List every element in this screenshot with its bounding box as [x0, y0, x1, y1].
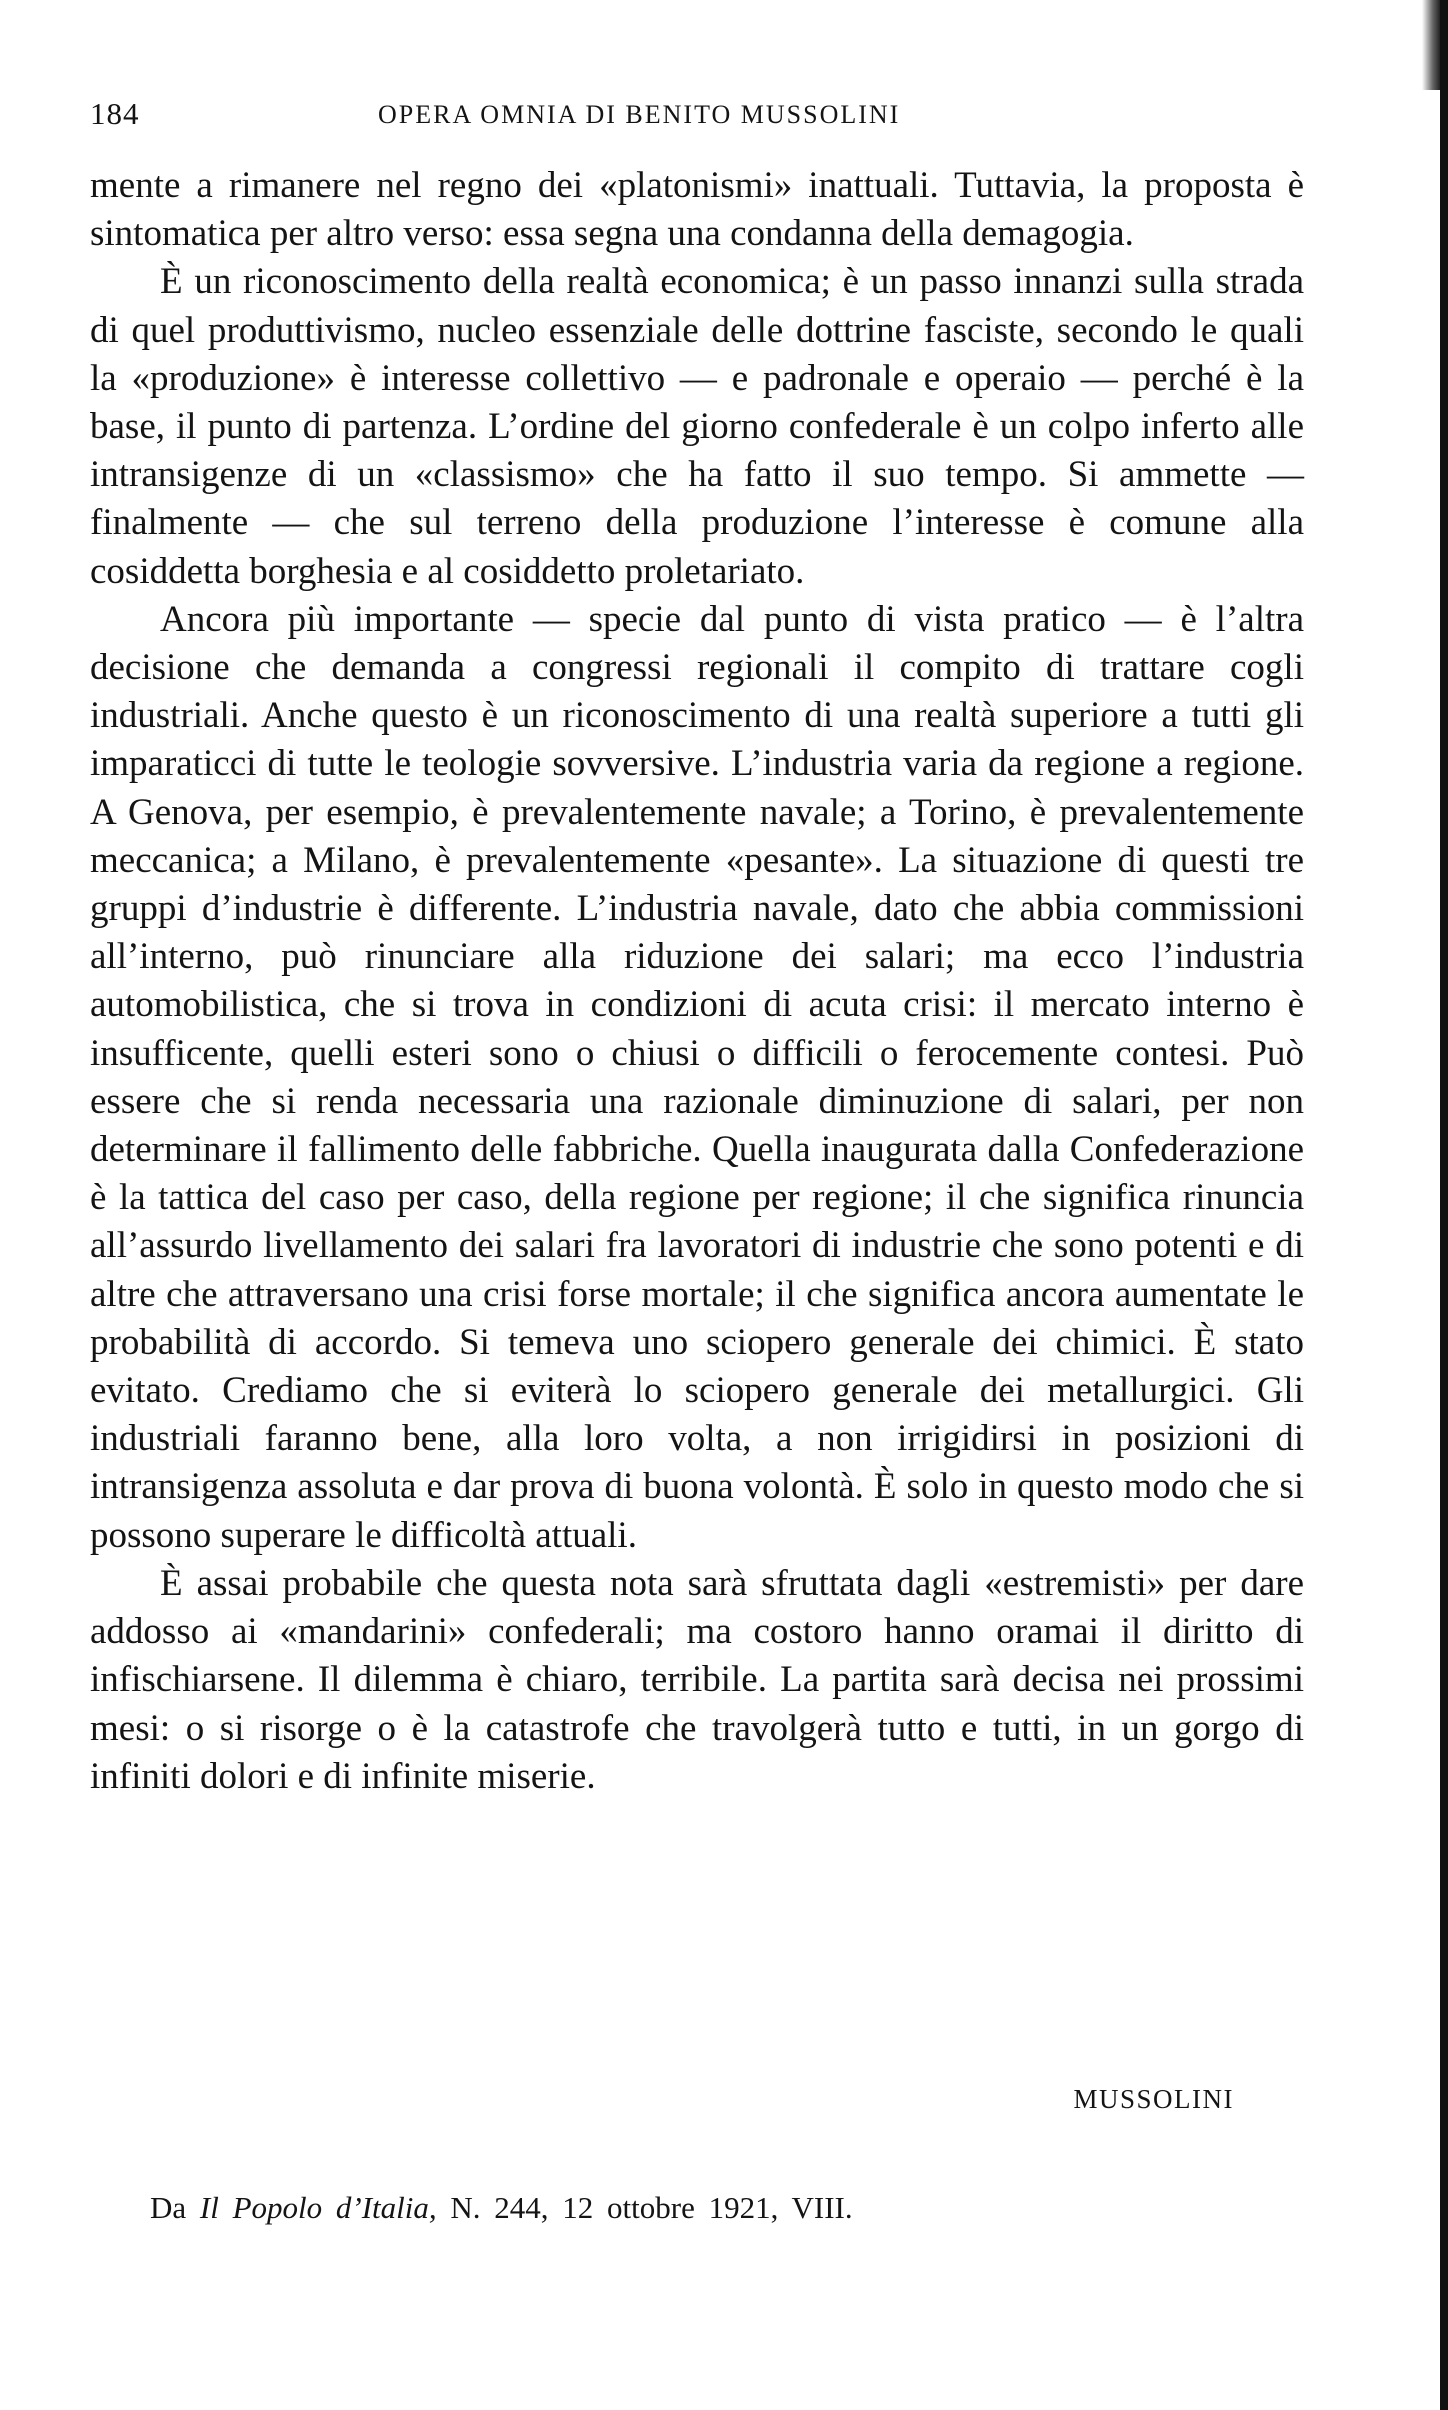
paragraph-continuation: mente a rimanere nel regno dei «platonismi» inattuali. Tuttavia, la proposta è sintomatica per altro verso: essa segna una condanna della demagogia. — [90, 165, 1304, 255]
article-body — [90, 162, 1304, 1801]
paragraph-economic-reality: È un riconoscimento della realtà economica; è un passo innanzi sulla strada di quel produttivismo, nucleo essenziale delle dottrine fasciste, secondo le quali la «produzione» è interesse collettivo — e padronale e operaio — perché è la base, il punto di partenza. L’ordine del giorno confederale è un colpo inferto alle intransigenze di un «classismo» che ha fatto il suo tempo. Si ammette — finalmente — che sul terreno della produzione l’interesse è comune alla cosiddetta borghesia e al cosiddetto proletariato. — [90, 261, 1304, 592]
scan-edge-shadow — [1422, 0, 1440, 90]
paragraph-regional-congresses: Ancora più importante — specie dal punto di vista pratico — è l’altra decisione che demanda a congressi regionali il compito di trattare cogli industriali. Anche questo è un riconoscimento di una realtà superiore a tutti gli imparaticci di tutte le teologie sovversive. L’industria varia da regione a regione. A Genova, per esempio, è prevalentemente navale; a Torino, è prevalentemente meccanica; a Milano, è prevalentemente «pesante». La situazione di questi tre gruppi d’industrie è differente. L’industria navale, dato che abbia commissioni all’interno, può rinunciare alla riduzione dei salari; ma ecco l’industria automobilistica, che si trova in condizioni di acuta crisi: il mercato interno è insufficente, quelli esteri sono o chiusi o difficili o ferocemente contesi. Può essere che si renda necessaria una razionale diminuzione di salari, per non determinare il fallimento delle fabbriche. Quella inaugurata dalla Confederazione è la tattica del caso per caso, della regione per regione; il che significa rinuncia all’assurdo livellamento dei salari fra lavoratori di industrie che sono potenti e di altre che attraversano una crisi forse mortale; il che significa ancora aumentate le probabilità di accordo. Si temeva uno sciopero generale dei chimici. È stato evitato. Crediamo che si eviterà lo sciopero generale dei metallurgici. Gli industriali faranno bene, alla loro volta, a non irrigidirsi in posizioni di intransigenza assoluta e dar prova di buona volontà. È solo in questo modo che si possono superare le difficoltà attuali. — [90, 598, 1304, 1556]
source-paper-title: Il Popolo d’Italia, — [199, 2190, 437, 2225]
paragraph-conclusion: È assai probabile che questa nota sarà sfruttata dagli «estremisti» per dare addosso ai «mandarini» confederali; ma costoro hanno oramai il diritto di infischiarsene. Il dilemma è chiaro, terribile. La partita sarà decisa nei prossimi mesi: o si risorge o è la catastrofe che travolgerà tutto e tutti, in un gorgo di infiniti dolori e di infinite miserie. — [90, 1562, 1304, 1797]
running-head — [90, 96, 1260, 136]
source-citation — [150, 2190, 853, 2226]
source-details: N. 244, 12 ottobre 1921, VIII. — [450, 2190, 853, 2225]
source-prefix: Da — [150, 2190, 187, 2225]
page-number: 184 — [90, 96, 140, 131]
author-signature: MUSSOLINI — [1073, 2084, 1234, 2114]
scan-edge-bar — [1440, 0, 1448, 2410]
running-title: OPERA OMNIA DI BENITO MUSSOLINI — [378, 100, 901, 129]
